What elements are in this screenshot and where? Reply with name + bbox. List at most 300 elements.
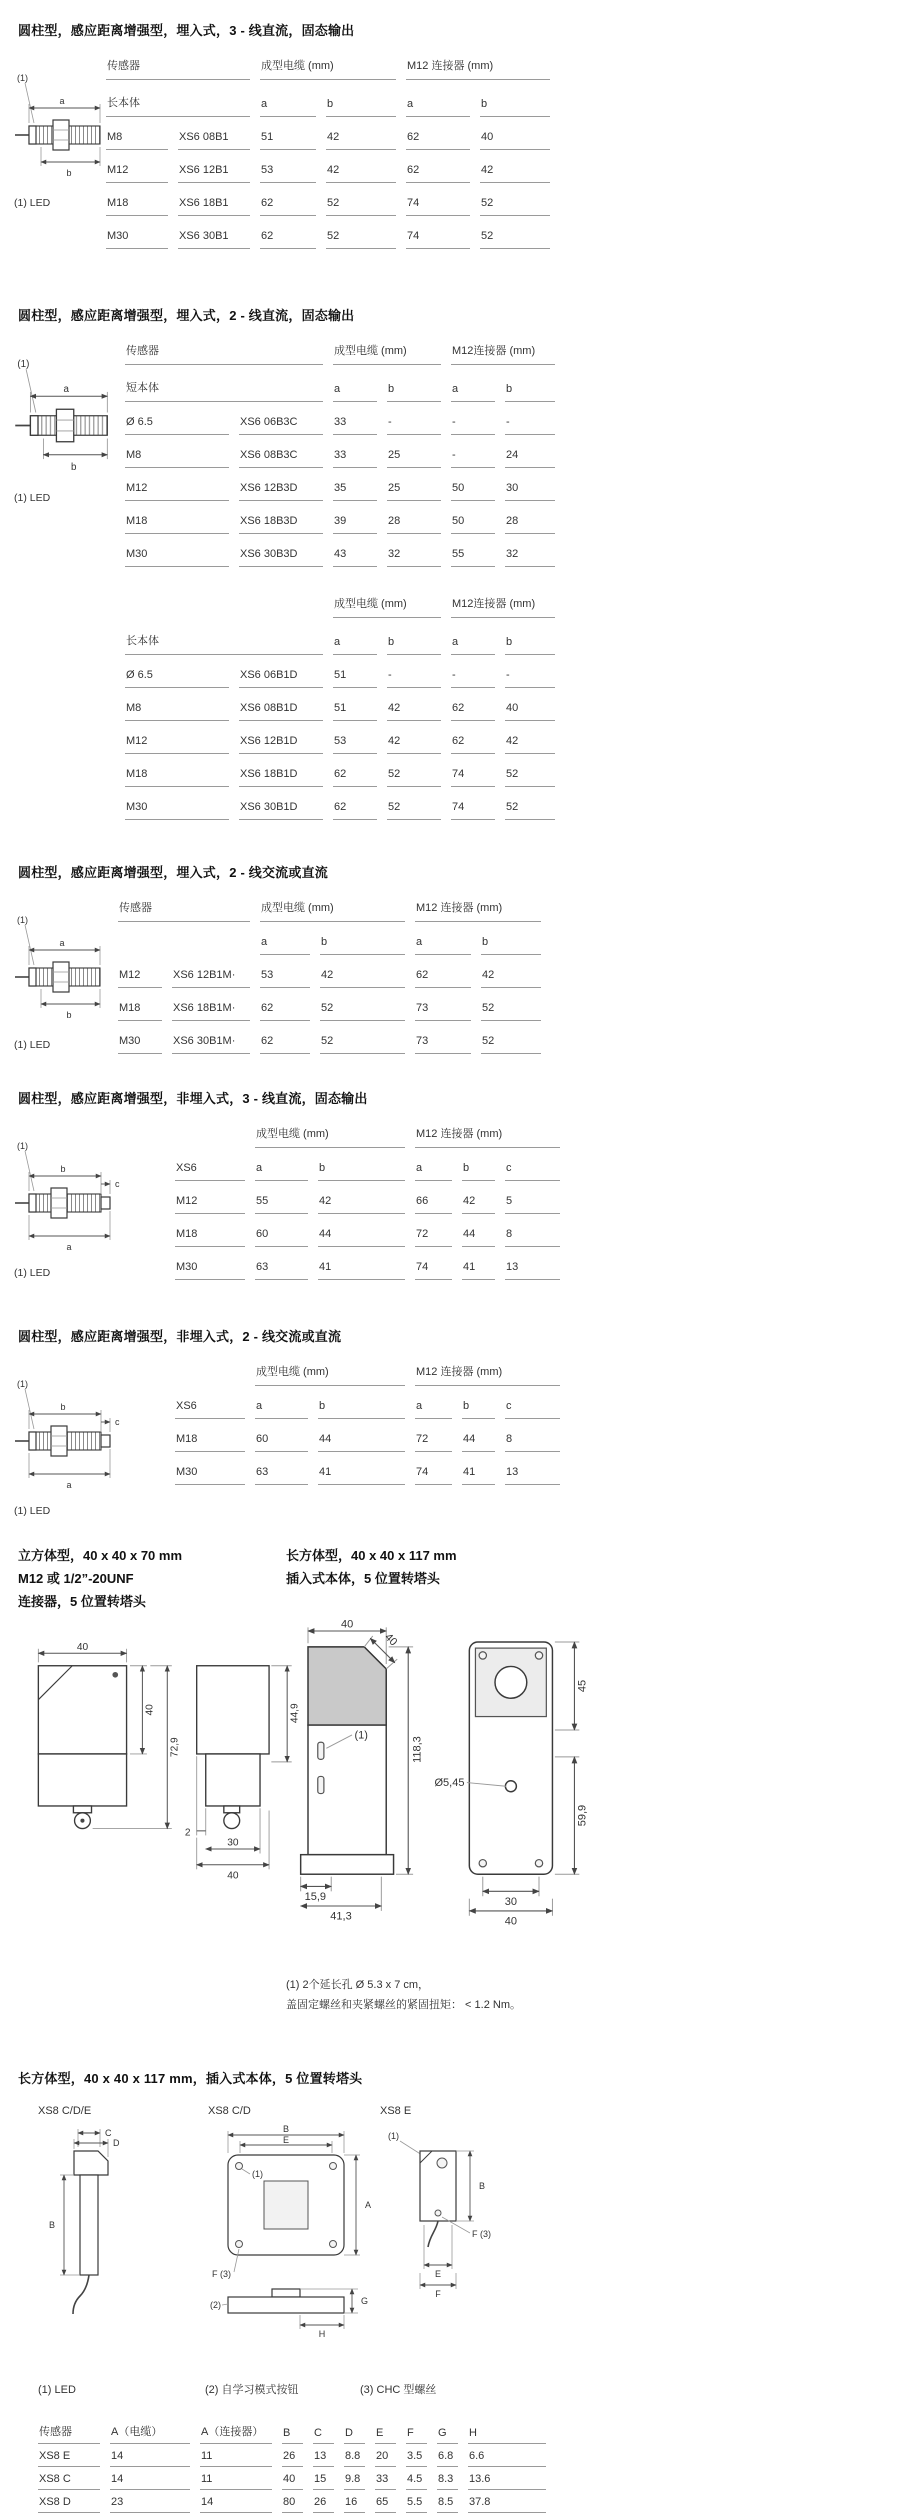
- table-body: [175, 1431, 560, 1485]
- table-cell: 13: [313, 2448, 334, 2467]
- dim-b-label: b: [66, 1010, 72, 1020]
- footnote-line1: (1) 2个延长孔 Ø 5.3 x 7 cm，: [286, 1978, 430, 1991]
- header-b: b: [318, 1398, 405, 1419]
- table-cell: XS6 30B1D: [239, 799, 323, 820]
- table-cell: XS6 12B1D: [239, 733, 323, 754]
- xs8-diagrams-row: [0, 2105, 900, 2340]
- header-series: XS6: [175, 1398, 245, 1419]
- table-cell: XS6 12B3D: [239, 480, 323, 501]
- table-cell: 6.8: [437, 2448, 458, 2467]
- header-b: b: [481, 934, 541, 955]
- footnote-led: (1) LED: [38, 2384, 76, 2396]
- cubic-sensor-column: [18, 1545, 301, 2016]
- spacer-cell: [175, 1372, 245, 1386]
- table-row: [125, 766, 555, 787]
- table-cell: 42: [387, 700, 441, 721]
- cylindrical-sensor-diagram: [14, 1361, 175, 1517]
- table-cell: 73: [415, 1000, 471, 1021]
- section-title: 圆柱型，感应距离增强型，埋入式，2 - 线直流，固态输出: [18, 308, 355, 323]
- rect-title-line1: 长方体型，40 x 40 x 117 mm: [286, 1548, 457, 1563]
- table-cell: M12: [106, 162, 168, 183]
- dim-B-label: B: [282, 2125, 290, 2134]
- header-b: b: [326, 96, 396, 117]
- table-cell: XS6 18B1D: [239, 766, 323, 787]
- table-cell: -: [387, 667, 441, 688]
- cubic-title-line2: M12 或 1/2”-20UNF: [18, 1570, 134, 1586]
- dim-c-label: c: [115, 1179, 120, 1189]
- table-cell: 9.8: [344, 2471, 365, 2490]
- table-cell: 42: [505, 733, 555, 754]
- table-cell: 11: [200, 2448, 272, 2467]
- dim-a-label: a: [59, 96, 65, 106]
- table-cell: 33: [333, 414, 377, 435]
- table-cell: XS6 12B1: [178, 162, 250, 183]
- dim-a-label: a: [66, 1242, 72, 1252]
- section-flush-2wire-dc: [0, 305, 900, 832]
- header-a: a: [333, 381, 377, 402]
- dim-a-label: a: [59, 938, 65, 948]
- table-cell: 40: [282, 2471, 303, 2490]
- dim-E-label: E: [434, 2269, 442, 2279]
- header-c: c: [505, 1398, 560, 1419]
- table-cell: 23: [110, 2494, 190, 2513]
- table-cell: 26: [282, 2448, 303, 2467]
- table-cell: 32: [505, 546, 555, 567]
- dim-1183: 118,3: [411, 1735, 424, 1763]
- table-cell: XS8 E: [38, 2448, 100, 2467]
- table-header-row: [175, 1123, 560, 1148]
- table-cell: XS6 18B1M·: [172, 1000, 250, 1021]
- table-cell: 62: [451, 733, 495, 754]
- dim-B-label: B: [479, 2181, 486, 2191]
- header-b: b: [480, 96, 550, 117]
- table-cell: 41: [318, 1259, 405, 1280]
- table-row: [125, 513, 555, 534]
- table-row: [125, 414, 555, 435]
- table-cell: 42: [387, 733, 441, 754]
- table-row: [175, 1464, 560, 1485]
- table-row: [175, 1226, 560, 1247]
- table-cell: XS6 18B1: [178, 195, 250, 216]
- header-connector: M12 连接器 (mm): [415, 1361, 560, 1386]
- cylindrical-sensor-diagram: [14, 55, 106, 209]
- table-cell: M12: [125, 733, 229, 754]
- table-cell: 8: [505, 1431, 560, 1452]
- table-cell: 4.5: [406, 2471, 427, 2490]
- table-cell: XS6 08B3C: [239, 447, 323, 468]
- header-c: C: [313, 2425, 334, 2444]
- table-row: [175, 1259, 560, 1280]
- header-b: b: [462, 1160, 495, 1181]
- table-cell: 74: [415, 1464, 452, 1485]
- rectangular-sensor-column: [286, 1545, 900, 2016]
- table-cell: 62: [333, 766, 377, 787]
- table-cell: 42: [480, 162, 550, 183]
- header-connector: M12连接器 (mm): [451, 593, 555, 618]
- header-cable: 成型电缆 (mm): [255, 1123, 405, 1148]
- dim-D-label: D: [113, 2138, 120, 2148]
- diagram-label: XS8 C/D: [208, 2105, 251, 2117]
- table-cell: 72: [415, 1226, 452, 1247]
- dim-C-label: C: [105, 2128, 112, 2138]
- table-body-long: [125, 667, 555, 820]
- dim-F-label: F: [435, 2289, 441, 2299]
- cubic-title-line3: 连接器，5 位置转塔头: [18, 1593, 146, 1609]
- dim-depth-30: 30: [227, 1837, 239, 1849]
- table-cell: 30: [505, 480, 555, 501]
- table-cell: 11: [200, 2471, 272, 2490]
- table-subheader-row: [118, 934, 541, 955]
- xs8-dimension-table: [38, 2421, 900, 2513]
- dim-width-40: 40: [76, 1643, 89, 1654]
- table-cell: XS8 C: [38, 2471, 100, 2490]
- dim-2: 2: [184, 1827, 191, 1839]
- table-cell: M30: [175, 1259, 245, 1280]
- table-subheader-row: [175, 1160, 560, 1181]
- dim-total-729: 72,9: [169, 1737, 181, 1758]
- header-a: a: [333, 634, 377, 655]
- dim-159: 15,9: [304, 1890, 327, 1903]
- section-nonflush-2wire-acdc: [0, 1326, 900, 1517]
- table-cell: XS6 30B1M·: [172, 1033, 250, 1054]
- table-cell: 25: [387, 480, 441, 501]
- header-d: D: [344, 2425, 365, 2444]
- table-cell: 51: [333, 700, 377, 721]
- section-title: 圆柱型，感应距离增强型，非埋入式，2 - 线交流或直流: [18, 1329, 342, 1344]
- header-f: F: [406, 2425, 427, 2444]
- table-body: [118, 967, 541, 1054]
- dim-413: 41,3: [330, 1909, 352, 1922]
- table-cell: 51: [333, 667, 377, 688]
- table-cell: 65: [375, 2494, 396, 2513]
- header-series: XS6: [175, 1160, 245, 1181]
- table-cell: 52: [481, 1033, 541, 1054]
- table-cell: 50: [451, 513, 495, 534]
- section-body: [0, 897, 900, 1066]
- table-cell: 72: [415, 1431, 452, 1452]
- header-a: a: [260, 934, 310, 955]
- table-row: [106, 195, 550, 216]
- table-cell: 5: [505, 1193, 560, 1214]
- table-cell: M30: [175, 1464, 245, 1485]
- footnote-teach-button: (2) 自学习模式按钮: [205, 2384, 299, 2396]
- table-cell: XS6 06B1D: [239, 667, 323, 688]
- table-cell: 44: [318, 1431, 405, 1452]
- header-b: b: [320, 934, 405, 955]
- dim-c-label: c: [115, 1417, 120, 1427]
- table-cell: XS6 18B3D: [239, 513, 323, 534]
- dimension-table: [175, 1361, 560, 1497]
- table-cell: -: [451, 447, 495, 468]
- table-cell: 28: [387, 513, 441, 534]
- table-cell: 51: [260, 129, 316, 150]
- diagram-label: XS8 C/D/E: [38, 2105, 92, 2117]
- table-cell: 60: [255, 1431, 308, 1452]
- table-cell: 62: [333, 799, 377, 820]
- table-cell: 42: [481, 967, 541, 988]
- table-cell: XS6 08B1: [178, 129, 250, 150]
- callout-1-label: (1): [17, 359, 30, 370]
- dim-a-label: a: [66, 1480, 72, 1490]
- header-b: b: [505, 634, 555, 655]
- dim-bevel-40: 40: [382, 1630, 400, 1648]
- callout-1-label: (1): [354, 1729, 368, 1742]
- table-cell: M30: [118, 1033, 162, 1054]
- header-cable: 成型电缆 (mm): [255, 1361, 405, 1386]
- spacer-cell: [125, 604, 323, 618]
- callout-2-label: (2): [210, 2300, 221, 2310]
- table-cell: 74: [451, 766, 495, 787]
- table-cell: 42: [326, 129, 396, 150]
- nonflush-cylinder-drawing: [14, 1375, 136, 1497]
- table-cell: 41: [462, 1464, 495, 1485]
- table-row: [125, 480, 555, 501]
- table-header-row: [125, 340, 555, 365]
- callout-1-label: (1): [17, 915, 28, 925]
- table-row: [106, 162, 550, 183]
- dim-b-label: b: [60, 1164, 66, 1174]
- cylindrical-sensor-diagram: [14, 340, 125, 504]
- nonflush-cylinder-drawing: [14, 1137, 136, 1259]
- header-b: B: [282, 2425, 303, 2444]
- table-cell: 50: [451, 480, 495, 501]
- callout-1-label: (1): [388, 2131, 399, 2141]
- table-cell: 63: [255, 1464, 308, 1485]
- header-body-type: 短本体: [125, 377, 323, 402]
- table-cell: XS6 30B1: [178, 228, 250, 249]
- table-subheader-row: [125, 630, 555, 655]
- table-subheader-row: [175, 1398, 560, 1419]
- section-xs8-rectangular: [0, 2068, 900, 2517]
- table-cell: 62: [415, 967, 471, 988]
- table-cell: 52: [481, 1000, 541, 1021]
- flush-cylinder-drawing: [14, 911, 106, 1031]
- dim-hole-545: Ø5,45: [434, 1776, 465, 1789]
- table-cell: 62: [406, 129, 470, 150]
- table-cell: 16: [344, 2494, 365, 2513]
- table-cell: 62: [451, 700, 495, 721]
- table-cell: 74: [415, 1259, 452, 1280]
- table-row: [38, 2494, 900, 2513]
- led-note: (1) LED: [14, 1267, 51, 1279]
- header-cable: 成型电缆 (mm): [260, 897, 405, 922]
- table-cell: 52: [387, 766, 441, 787]
- header-connector: M12 连接器 (mm): [415, 897, 541, 922]
- dim-40: 40: [504, 1914, 518, 1927]
- header-h: H: [468, 2425, 546, 2444]
- header-connector: M12 连接器 (mm): [406, 55, 550, 80]
- led-note: (1) LED: [14, 1505, 51, 1517]
- table-row: [118, 1033, 541, 1054]
- table-row: [175, 1431, 560, 1452]
- table-cell: -: [451, 667, 495, 688]
- table-cell: 41: [318, 1464, 405, 1485]
- dim-30: 30: [504, 1895, 518, 1908]
- dimension-table: [118, 897, 541, 1066]
- dim-599: 59,9: [576, 1804, 589, 1826]
- table-cell: 52: [387, 799, 441, 820]
- table-cell: 8: [505, 1226, 560, 1247]
- table-cell: XS6 08B1D: [239, 700, 323, 721]
- table-cell: M12: [118, 967, 162, 988]
- header-a: a: [415, 1160, 452, 1181]
- table-cell: M18: [125, 513, 229, 534]
- dim-a-label: a: [63, 383, 69, 395]
- table-cell: Ø 6.5: [125, 414, 229, 435]
- table-cell: 39: [333, 513, 377, 534]
- table-cell: 52: [480, 228, 550, 249]
- dim-depth-40: 40: [227, 1870, 239, 1882]
- dim-45: 45: [576, 1679, 589, 1692]
- header-sensor: 传感器: [125, 340, 323, 365]
- table-cell: 35: [333, 480, 377, 501]
- table-cell: 62: [260, 195, 316, 216]
- table-header-row: [125, 593, 555, 618]
- table-header-row: [175, 1361, 560, 1386]
- dim-b-label: b: [71, 461, 77, 473]
- dimension-table: [175, 1123, 560, 1292]
- led-note: (1) LED: [14, 197, 51, 209]
- header-cable: 成型电缆 (mm): [333, 593, 441, 618]
- header-cable: 成型电缆 (mm): [260, 55, 396, 80]
- cylindrical-sensor-diagram: [14, 897, 118, 1051]
- dim-head-40: 40: [144, 1704, 156, 1716]
- table-cell: 40: [480, 129, 550, 150]
- table-cell: XS6 06B3C: [239, 414, 323, 435]
- dimension-table: [125, 340, 555, 832]
- xs8-front-drawing: [208, 2125, 383, 2340]
- rect-title-line2: 插入式本体，5 位置转塔头: [286, 1570, 440, 1586]
- table-cell: 5.5: [406, 2494, 427, 2513]
- section-body: [0, 55, 900, 261]
- table-body: [175, 1193, 560, 1280]
- table-cell: -: [505, 667, 555, 688]
- table-cell: 62: [406, 162, 470, 183]
- table-cell: 53: [260, 967, 310, 988]
- flush-cylinder-drawing: [14, 69, 106, 189]
- table-cell: XS6 30B3D: [239, 546, 323, 567]
- table-cell: 74: [406, 195, 470, 216]
- table-cell: 55: [255, 1193, 308, 1214]
- table-subheader-row: [106, 92, 550, 117]
- rectangular-sensor-drawing: [286, 1615, 616, 1933]
- spacer-cell: [175, 1134, 245, 1148]
- table-cell: M8: [106, 129, 168, 150]
- section-title: 圆柱型，感应距离增强型，非埋入式，3 - 线直流，固态输出: [18, 1091, 368, 1106]
- table-cell: 80: [282, 2494, 303, 2513]
- table-cell: 44: [462, 1431, 495, 1452]
- table-row: [38, 2448, 900, 2467]
- section-flush-3wire-dc: [0, 20, 900, 261]
- table-cell: 52: [320, 1000, 405, 1021]
- table-body: [106, 129, 550, 249]
- table-cell: 53: [260, 162, 316, 183]
- table-cell: M18: [175, 1431, 245, 1452]
- header-sensor: 传感器: [118, 897, 250, 922]
- table-subheader-row: [125, 377, 555, 402]
- section-body: [0, 340, 900, 832]
- xs8-footnotes-row: [0, 2380, 900, 2401]
- section-flush-2wire-acdc: [0, 862, 900, 1066]
- table-cell: Ø 6.5: [125, 667, 229, 688]
- callout-1-label: (1): [17, 1379, 28, 1389]
- table-cell: M8: [125, 447, 229, 468]
- table-cell: 24: [505, 447, 555, 468]
- header-c: c: [505, 1160, 560, 1181]
- table-cell: M18: [125, 766, 229, 787]
- header-a: a: [451, 381, 495, 402]
- table-cell: XS8 D: [38, 2494, 100, 2513]
- table-gap: [125, 579, 555, 593]
- dim-b-label: b: [60, 1402, 66, 1412]
- header-a-connector: A（连接器）: [200, 2421, 272, 2444]
- table-body-short: [125, 414, 555, 567]
- table-cell: 14: [110, 2448, 190, 2467]
- table-row: [125, 700, 555, 721]
- table-cell: M12: [175, 1193, 245, 1214]
- dim-width-40: 40: [340, 1617, 354, 1630]
- dim-G-label: G: [361, 2296, 369, 2306]
- section-title: 长方体型，40 x 40 x 117 mm，插入式本体，5 位置转塔头: [18, 2071, 363, 2086]
- table-cell: M30: [125, 546, 229, 567]
- table-cell: 42: [462, 1193, 495, 1214]
- table-cell: 43: [333, 546, 377, 567]
- table-body: [38, 2448, 900, 2513]
- table-cell: 25: [387, 447, 441, 468]
- table-cell: 63: [255, 1259, 308, 1280]
- table-header-row: [118, 897, 541, 922]
- diagram-label: XS8 E: [380, 2105, 412, 2117]
- table-cell: M30: [125, 799, 229, 820]
- table-cell: 32: [387, 546, 441, 567]
- header-sensor: 传感器: [38, 2421, 100, 2444]
- table-cell: -: [505, 414, 555, 435]
- table-cell: -: [451, 414, 495, 435]
- table-row: [106, 129, 550, 150]
- table-cell: M18: [175, 1226, 245, 1247]
- header-a: a: [260, 96, 316, 117]
- table-cell: 33: [333, 447, 377, 468]
- table-row: [118, 967, 541, 988]
- table-cell: 44: [462, 1226, 495, 1247]
- footnote-line2: 盖固定螺丝和夹紧螺丝的紧固扭矩： < 1.2 Nm。: [286, 1999, 521, 2012]
- spacer-cell: [118, 941, 250, 955]
- table-cell: M12: [125, 480, 229, 501]
- xs8-e-block: [380, 2105, 515, 2340]
- header-b: b: [387, 634, 441, 655]
- table-row: [125, 733, 555, 754]
- table-row: [125, 799, 555, 820]
- header-g: G: [437, 2425, 458, 2444]
- header-a: a: [255, 1160, 308, 1181]
- cylindrical-sensor-diagram: [14, 1123, 175, 1279]
- header-a: a: [255, 1398, 308, 1419]
- dim-449: 44,9: [289, 1703, 301, 1724]
- table-row: [118, 1000, 541, 1021]
- table-cell: 13: [505, 1259, 560, 1280]
- table-cell: 42: [326, 162, 396, 183]
- table-cell: 73: [415, 1033, 471, 1054]
- table-cell: 13.6: [468, 2471, 546, 2490]
- section-title: 圆柱型，感应距离增强型，埋入式，3 - 线直流，固态输出: [18, 23, 355, 38]
- section-cubic-and-rectangular: [0, 1545, 900, 2016]
- table-cell: 62: [260, 1000, 310, 1021]
- header-body-type: 长本体: [125, 630, 323, 655]
- header-sensor: 传感器: [106, 55, 250, 80]
- two-column-block: [0, 1545, 900, 2016]
- table-cell: 52: [505, 799, 555, 820]
- table-cell: 8.5: [437, 2494, 458, 2513]
